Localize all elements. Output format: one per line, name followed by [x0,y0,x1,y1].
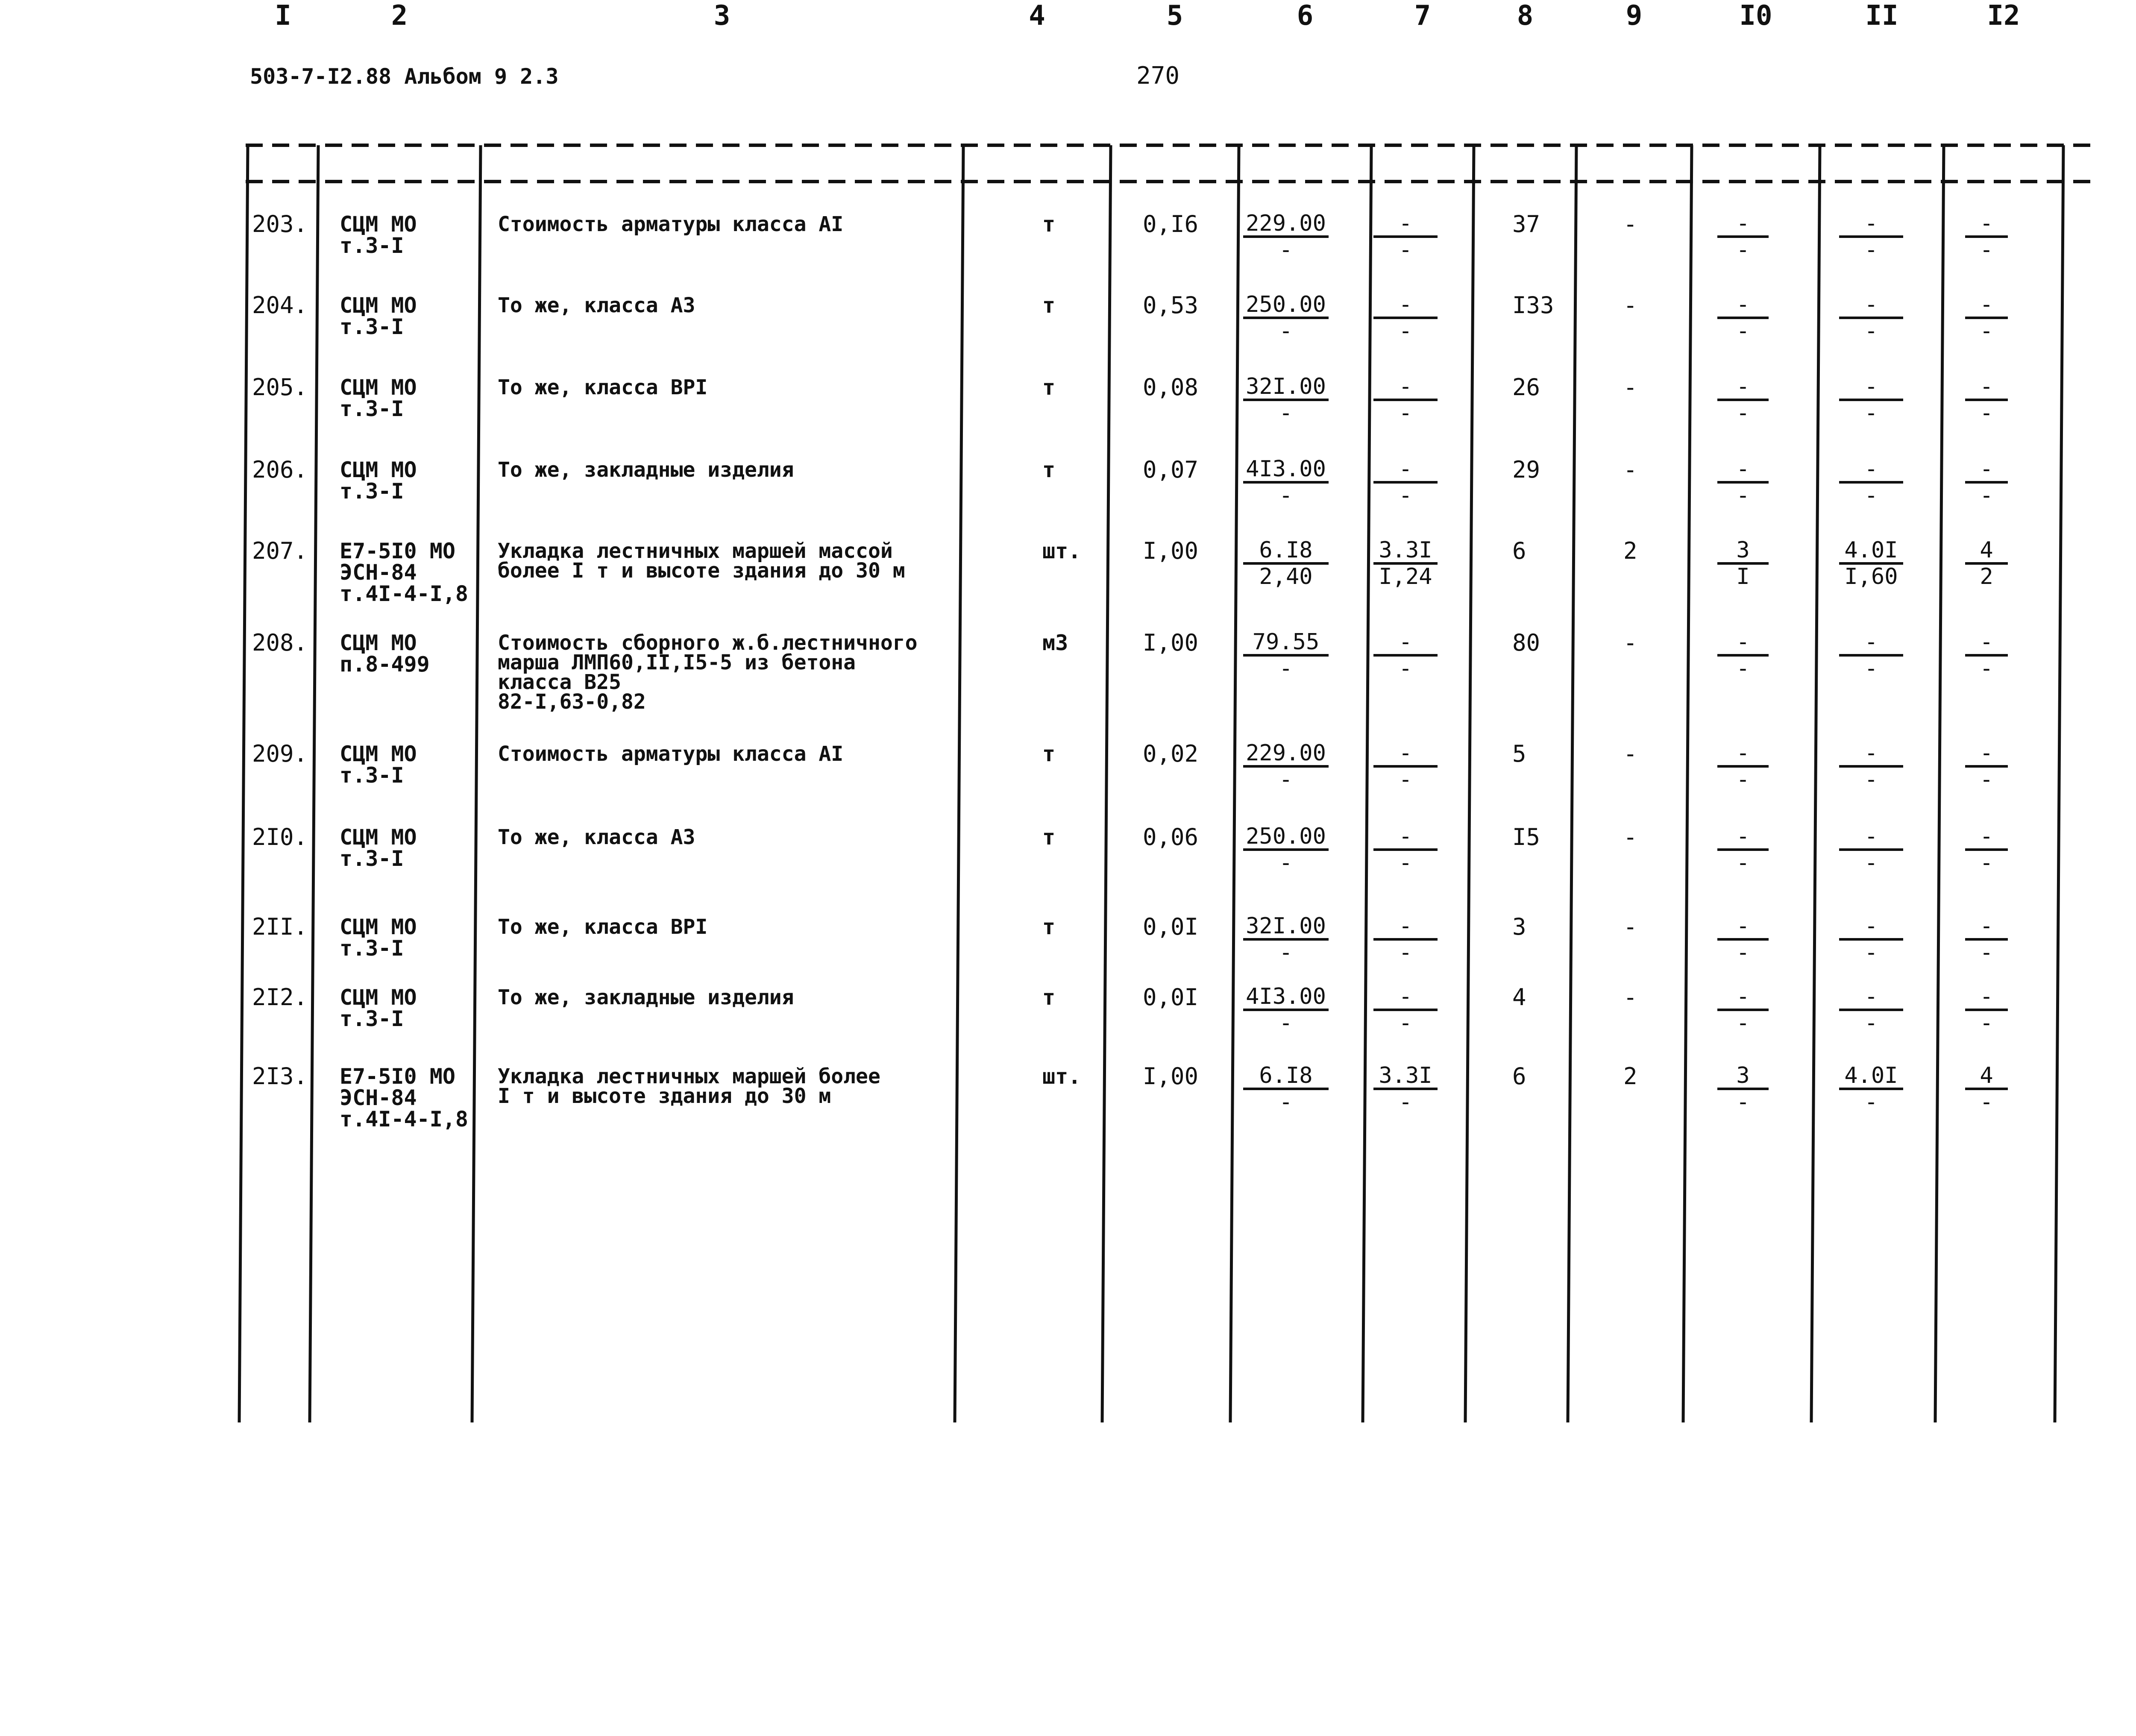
fraction-cell [1965,985,2008,1035]
fraction-cell [1965,457,2008,507]
fraction-bottom: - [1864,940,1878,965]
fraction-cell [1717,1064,1769,1114]
fraction-cell [1717,630,1769,680]
fraction-bottom: - [1864,767,1878,792]
quantity-cell: I,00 [1143,629,1199,656]
column-8-cell: 29 [1512,456,1540,483]
column-8-cell: I33 [1512,292,1554,319]
row-number: 2I0. [252,824,308,850]
column-rule [310,145,318,1422]
fraction-bottom: - [1980,656,1993,681]
quantity-cell: 0,08 [1143,374,1199,401]
unit-cell: т [1042,742,1056,766]
fraction-bottom: 2,40 [1259,564,1313,589]
fraction-bottom: - [1980,400,1993,426]
fraction-cell [1839,824,1903,875]
column-9-cell: - [1623,984,1637,1011]
fraction-bottom: - [1980,483,1993,508]
fraction-cell [1965,824,2008,875]
quantity-cell: 0,I6 [1143,211,1199,238]
fraction-cell [1373,824,1438,875]
fraction-cell [1243,630,1329,680]
fraction-cell [1243,985,1329,1035]
description-line: Стоимость арматуры класса АI [498,212,844,236]
column-8-cell: 6 [1512,1063,1526,1090]
unit-cell: шт. [1042,1064,1081,1089]
code-line: т.4I-4-I,8 [340,1107,469,1132]
fraction-top: 229.00 [1243,741,1329,768]
unit-cell: т [1042,825,1056,850]
code-line: СЦМ МО [340,915,417,939]
fraction-cell [1373,211,1438,262]
fraction-top: - [1717,914,1769,941]
fraction-bottom: I [1736,564,1750,589]
fraction-cell [1373,1064,1438,1114]
fraction-cell [1839,375,1903,425]
quantity-cell: 0,02 [1143,740,1199,767]
column-9-cell: - [1623,740,1637,767]
fraction-bottom: - [1736,483,1750,508]
fraction-bottom: - [1736,400,1750,426]
fraction-top: - [1965,293,2008,319]
page-number: 270 [1136,62,1180,90]
fraction-bottom: - [1279,400,1293,426]
column-rule [1683,145,1692,1422]
fraction-top: - [1839,457,1903,484]
code-line: т.3-I [340,233,404,258]
quantity-cell: I,00 [1143,1063,1199,1090]
fraction-cell [1373,538,1438,589]
code-line: т.3-I [340,314,404,339]
row-number: 209. [252,740,308,767]
fraction-bottom: - [1736,237,1750,263]
fraction-top: 6.I8 [1243,1064,1329,1090]
fraction-top: - [1373,293,1438,319]
description-line: То же, закладные изделия [498,985,794,1009]
fraction-top: 3 [1717,538,1769,565]
fraction-cell [1243,914,1329,965]
fraction-cell [1839,293,1903,343]
code-line: т.4I-4-I,8 [340,581,469,606]
fraction-cell [1965,741,2008,792]
fraction-bottom: - [1399,1089,1412,1115]
column-header: I [275,0,291,32]
quantity-cell: 0,06 [1143,824,1199,850]
description-line: То же, класса ВРI [498,375,708,399]
description-line: 82-I,63-0,82 [498,690,646,714]
fraction-bottom: - [1864,237,1878,263]
fraction-bottom: - [1864,400,1878,426]
row-number: 208. [252,629,308,656]
fraction-cell [1717,538,1769,589]
fraction-bottom: - [1736,318,1750,344]
fraction-bottom: - [1279,1089,1293,1115]
fraction-top: - [1717,293,1769,319]
fraction-top: - [1717,457,1769,484]
row-number: 203. [252,211,308,238]
fraction-bottom: - [1736,1089,1750,1115]
description-line: То же, класса А3 [498,293,695,317]
column-8-cell: 5 [1512,740,1526,767]
column-9-cell: - [1623,292,1637,319]
column-8-cell: 37 [1512,211,1540,238]
column-rule [1568,145,1576,1422]
column-header: II [1865,0,1898,32]
fraction-bottom: - [1399,1010,1412,1036]
fraction-cell [1717,741,1769,792]
fraction-cell [1373,375,1438,425]
fraction-cell [1373,630,1438,680]
code-line: т.3-I [340,763,404,788]
fraction-bottom: - [1279,318,1293,344]
description-line: То же, класса ВРI [498,915,708,939]
column-9-cell: - [1623,374,1637,401]
column-header: 3 [713,0,731,32]
fraction-bottom: - [1980,940,1993,965]
code-line: СЦМ МО [340,212,417,237]
fraction-top: - [1839,824,1903,851]
fraction-bottom: I,24 [1379,564,1432,589]
code-line: т.3-I [340,1006,404,1031]
fraction-top: 4I3.00 [1243,457,1329,484]
description-line: То же, закладные изделия [498,458,794,482]
unit-cell: т [1042,293,1056,318]
fraction-top: 32I.00 [1243,375,1329,401]
fraction-cell [1243,824,1329,875]
code-line: ЭСН-84 [340,560,417,585]
fraction-cell [1965,375,2008,425]
fraction-top: - [1965,824,2008,851]
fraction-top: - [1373,630,1438,657]
fraction-top: - [1839,293,1903,319]
fraction-cell [1373,914,1438,965]
fraction-cell [1839,457,1903,507]
fraction-bottom: - [1399,483,1412,508]
code-line: СЦМ МО [340,293,417,318]
code-line: т.3-I [340,396,404,421]
fraction-top: - [1373,375,1438,401]
fraction-cell [1243,538,1329,589]
column-header: 4 [1029,0,1045,32]
column-9-cell: 2 [1623,537,1637,564]
row-number: 2II. [252,913,308,940]
fraction-cell [1373,985,1438,1035]
fraction-bottom: - [1980,1089,1993,1115]
code-line: п.8-499 [340,652,430,677]
fraction-bottom: - [1279,1010,1293,1036]
fraction-top: - [1717,375,1769,401]
fraction-top: - [1965,211,2008,238]
fraction-cell [1839,914,1903,965]
fraction-top: - [1839,741,1903,768]
fraction-top: - [1717,985,1769,1011]
description-line: более I т и высоте здания до 30 м [498,559,905,583]
fraction-cell [1839,1064,1903,1114]
fraction-top: 79.55 [1243,630,1329,657]
document-code: 503-7-I2.88 Альбом 9 2.3 [250,64,559,89]
code-line: Е7-5I0 МО [340,539,455,563]
code-line: т.3-I [340,846,404,871]
column-8-cell: 3 [1512,913,1526,940]
column-rule [1935,145,1944,1422]
code-line: СЦМ МО [340,457,417,482]
code-line: т.3-I [340,936,404,961]
fraction-cell [1373,741,1438,792]
fraction-top: 229.00 [1243,211,1329,238]
quantity-cell: 0,0I [1143,984,1199,1011]
code-line: СЦМ МО [340,375,417,400]
quantity-cell: 0,53 [1143,292,1199,319]
code-line: СЦМ МО [340,985,417,1010]
fraction-cell [1717,914,1769,965]
column-header: 8 [1517,0,1534,32]
unit-cell: т [1042,985,1056,1010]
fraction-top: - [1373,914,1438,941]
column-8-cell: 26 [1512,374,1540,401]
fraction-top: 4 [1965,1064,2008,1090]
fraction-top: - [1965,741,2008,768]
fraction-cell [1717,457,1769,507]
fraction-bottom: - [1736,940,1750,965]
fraction-cell [1243,375,1329,425]
column-rule [2055,145,2063,1422]
code-line: СЦМ МО [340,825,417,850]
fraction-top: - [1965,630,2008,657]
fraction-top: 3.3I [1373,1064,1438,1090]
fraction-bottom: - [1399,656,1412,681]
fraction-bottom: - [1399,318,1412,344]
column-header: 9 [1625,0,1643,32]
fraction-top: - [1965,375,2008,401]
unit-cell: м3 [1042,630,1068,655]
unit-cell: т [1042,212,1056,237]
fraction-bottom: - [1864,1010,1878,1036]
fraction-bottom: - [1279,850,1293,876]
fraction-top: 6.I8 [1243,538,1329,565]
fraction-top: - [1839,630,1903,657]
description-line: I т и высоте здания до 30 м [498,1084,831,1108]
fraction-cell [1965,293,2008,343]
fraction-cell [1717,985,1769,1035]
code-line: СЦМ МО [340,630,417,655]
column-header: 6 [1297,0,1314,32]
fraction-bottom: - [1279,237,1293,263]
code-line: Е7-5I0 МО [340,1064,455,1089]
column-9-cell: - [1623,913,1637,940]
row-number: 204. [252,292,308,319]
code-line: т.3-I [340,479,404,504]
quantity-cell: 0,0I [1143,913,1199,940]
fraction-cell [1243,1064,1329,1114]
fraction-cell [1839,985,1903,1035]
quantity-cell: 0,07 [1143,456,1199,483]
fraction-top: - [1717,630,1769,657]
fraction-bottom: - [1279,483,1293,508]
fraction-bottom: - [1399,940,1412,965]
fraction-cell [1717,375,1769,425]
fraction-bottom: - [1736,767,1750,792]
fraction-top: - [1839,985,1903,1011]
column-8-cell: 6 [1512,537,1526,564]
column-8-cell: 4 [1512,984,1526,1011]
description-line: Укладка лестничных маршей более [498,1064,880,1088]
fraction-cell [1717,824,1769,875]
fraction-bottom: - [1736,1010,1750,1036]
fraction-cell [1839,741,1903,792]
column-header: 7 [1414,0,1431,32]
column-rule [1465,145,1474,1422]
fraction-bottom: I,60 [1844,564,1898,589]
column-9-cell: - [1623,211,1637,238]
fraction-cell [1243,211,1329,262]
quantity-cell: I,00 [1143,537,1199,564]
fraction-bottom: - [1864,850,1878,876]
description-line: марша ЛМП60,II,I5-5 из бетона [498,651,856,674]
column-header: I2 [1987,0,2020,32]
fraction-top: - [1373,824,1438,851]
column-rule [1102,145,1111,1422]
fraction-top: 3.3I [1373,538,1438,565]
fraction-top: - [1717,211,1769,238]
fraction-top: - [1839,914,1903,941]
code-line: СЦМ МО [340,742,417,766]
description-line: Стоимость сборного ж.б.лестничного [498,631,918,655]
description-line: Укладка лестничных маршей массой [498,539,893,563]
column-rule [955,145,963,1422]
fraction-top: 4.0I [1839,538,1903,565]
fraction-top: - [1717,824,1769,851]
fraction-top: 250.00 [1243,293,1329,319]
column-rule [1230,145,1239,1422]
description-line: Стоимость арматуры класса АI [498,742,844,766]
fraction-bottom: - [1279,940,1293,965]
code-line: ЭСН-84 [340,1085,417,1110]
fraction-top: - [1373,985,1438,1011]
unit-cell: шт. [1042,539,1081,563]
fraction-bottom: - [1736,850,1750,876]
description-line: класса В25 [498,670,621,694]
fraction-top: - [1965,914,2008,941]
column-rule [1811,145,1820,1422]
fraction-cell [1965,538,2008,589]
fraction-cell [1965,630,2008,680]
fraction-cell [1243,741,1329,792]
fraction-cell [1839,211,1903,262]
fraction-top: - [1839,211,1903,238]
column-rule [472,145,481,1422]
unit-cell: т [1042,457,1056,482]
fraction-top: - [1373,741,1438,768]
fraction-bottom: - [1864,483,1878,508]
column-8-cell: 80 [1512,629,1540,656]
unit-cell: т [1042,375,1056,400]
fraction-top: - [1373,211,1438,238]
column-9-cell: - [1623,824,1637,850]
row-number: 2I2. [252,984,308,1011]
fraction-cell [1965,914,2008,965]
fraction-top: 4.0I [1839,1064,1903,1090]
fraction-bottom: - [1736,656,1750,681]
fraction-bottom: - [1399,237,1412,263]
fraction-bottom: - [1980,318,1993,344]
fraction-bottom: - [1980,237,1993,263]
column-header: I0 [1739,0,1772,32]
fraction-cell [1373,457,1438,507]
fraction-cell [1965,211,2008,262]
fraction-cell [1717,293,1769,343]
fraction-cell [1243,293,1329,343]
fraction-bottom: - [1864,318,1878,344]
fraction-cell [1717,211,1769,262]
fraction-top: - [1717,741,1769,768]
row-number: 205. [252,374,308,401]
fraction-bottom: - [1864,656,1878,681]
fraction-bottom: - [1980,767,1993,792]
column-9-cell: - [1623,629,1637,656]
column-rule [1363,145,1371,1422]
fraction-bottom: - [1399,767,1412,792]
fraction-top: - [1965,985,2008,1011]
fraction-bottom: 2 [1980,564,1993,589]
column-9-cell: - [1623,456,1637,483]
fraction-bottom: - [1864,1089,1878,1115]
fraction-cell [1373,293,1438,343]
fraction-bottom: - [1279,656,1293,681]
fraction-bottom: - [1399,850,1412,876]
fraction-cell [1243,457,1329,507]
fraction-top: 3 [1717,1064,1769,1090]
fraction-top: - [1965,457,2008,484]
row-number: 206. [252,456,308,483]
fraction-top: 250.00 [1243,824,1329,851]
unit-cell: т [1042,915,1056,939]
column-rule [239,145,248,1422]
column-header: 5 [1166,0,1183,32]
fraction-cell [1839,630,1903,680]
row-number: 207. [252,537,308,564]
row-number: 2I3. [252,1063,308,1090]
fraction-bottom: - [1399,400,1412,426]
fraction-bottom: - [1279,767,1293,792]
fraction-top: 4I3.00 [1243,985,1329,1011]
description-line: То же, класса А3 [498,825,695,849]
fraction-top: 4 [1965,538,2008,565]
fraction-top: - [1373,457,1438,484]
column-8-cell: I5 [1512,824,1540,850]
column-header: 2 [391,0,408,32]
fraction-bottom: - [1980,850,1993,876]
fraction-cell [1965,1064,2008,1114]
fraction-bottom: - [1980,1010,1993,1036]
fraction-top: - [1839,375,1903,401]
fraction-top: 32I.00 [1243,914,1329,941]
column-9-cell: 2 [1623,1063,1637,1090]
fraction-cell [1839,538,1903,589]
